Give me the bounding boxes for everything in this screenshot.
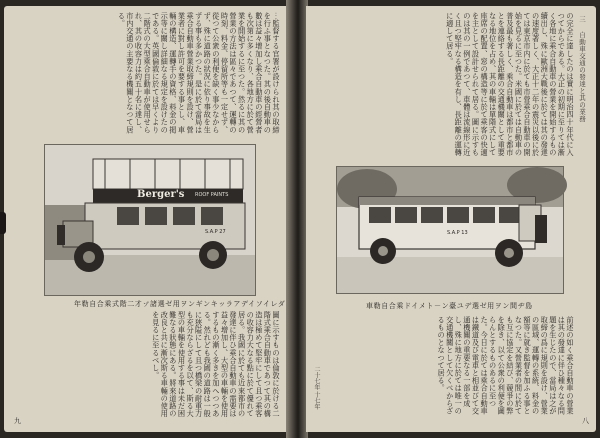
bookmark-tab (0, 212, 6, 234)
right-photo-caption: 車勒自合乘ドイメト－ン臺ユデ選ゼ用ヲン間ヂ島 (366, 302, 533, 310)
left-upper-text: ︙監督する官署が設けられ其の取締を行ふ事となつた。其の後自動車の數は益々增加し乘合自動車の經營者も次第に多くなり、各地方に於て營業を開始するに至つた。然るに其の營業の方法は區々であつて、運轉の時刻、料金、停留所等も一定せず、從つて公衆の利便を缺く事少なからず、殊に道路の狀況に依り事故を生ずる事も多かつた。是に於て當局は乘合自動車營業取締規則を設け、營業者に對し許可を要する事とし、車輛の構造、運轉手の資格、料金の掲示等に關し詳細なる規定を設けたのである。英國倫敦に於ては早くより二階式の大型乘合自動車が使用せられ、其の收容力は約五十名に達し、市内交通の主要なる機關となつて居る。 (117, 12, 281, 134)
right-page-number: 八 (582, 417, 589, 425)
right-lower-text: 前述の如く乘合自動車の營業は其の發達に伴ひ種々なる問題を生じたので、當局は之が取締の爲に規則を設け、營業の區域、運轉の系統、料金の額等に就き監督を加ふる事となつた。又營業者の間に於ても互に協定を結び、競爭の弊を除き、以て公衆の利便を圖らんとするものあるに至つた。今日に於ては乘合自動車は鐵道及び電車と相並びて交通機關の重要なる一部を成し、殊に地方に於ては唯一の交通機關として欠くべからざるものとなつて居る。 (437, 316, 575, 415)
left-photo-caption: 年勒自合乘式階二才ㇷ゚諸選ゼ用ヲンギンキッラアデイソイレダ (74, 300, 286, 308)
left-page (4, 6, 288, 432)
left-page-number: 九 (14, 417, 21, 425)
double-decker-bus-photo (44, 144, 256, 296)
right-page (306, 6, 596, 432)
bus-advert-text: Berger's (137, 189, 185, 200)
right-running-head: 三 自動車交通の發達と其の業務 (578, 16, 586, 123)
bus-route-plate: S.A.P 27 (205, 229, 226, 235)
bus-advert-subtext: ROOF PAINTS (195, 192, 229, 198)
right-footer-marks: 二十七年 十七年 (313, 366, 320, 410)
bus-plate: S.A.P 13 (447, 230, 468, 236)
left-lower-text: 圖に示すものは倫敦に於ける二階式乘合自動車であつて其の構造は極めて堅牢にして且つ乘客の收容力大なる點に於て優れて居る。我國に於ても近來都市の發達に伴ひ乘合自動車の需要は益々增加し、大型の車輛を使用するもの漸く多きを加へつつある。然れども我國の道路は一般に狹隘にして且つ橋梁の耐重力も充分ならざるを以て、斯る大型の車輛を使用する事は未だ困難なる狀態にある。將來道路の改良と共に漸次斯る車輛の使用を見るに至るべし。 (151, 311, 281, 418)
single-deck-bus-photo (336, 166, 564, 294)
book-gutter (286, 0, 308, 438)
right-upper-text: の完全に達したのは實に明治四十年代に入つてからである。大正の初期に至りては漸く各地に乘合自動車の營業を開始するもの續出し、殊に歐洲大戰後に於ては其の發達の速度著しく、大正十二年の震災以後に於ては東京市内に於ても市營乘合自動車の開始を見るに至つた。米國に於ては自動車の普及最も著しく、乘合自動車は都市と都市とを連絡する長距離の交通機關として重要なる地位を占め、其の車輛は單階式にして座席の配置、窓の構造等に於て乘客の快適を主として設計せられて居る。圖に示すものは其の一例であつて、車體は流線形に近く且つ堅牢なる構造を有し、長距離の運轉に適して居る。 (445, 12, 575, 157)
